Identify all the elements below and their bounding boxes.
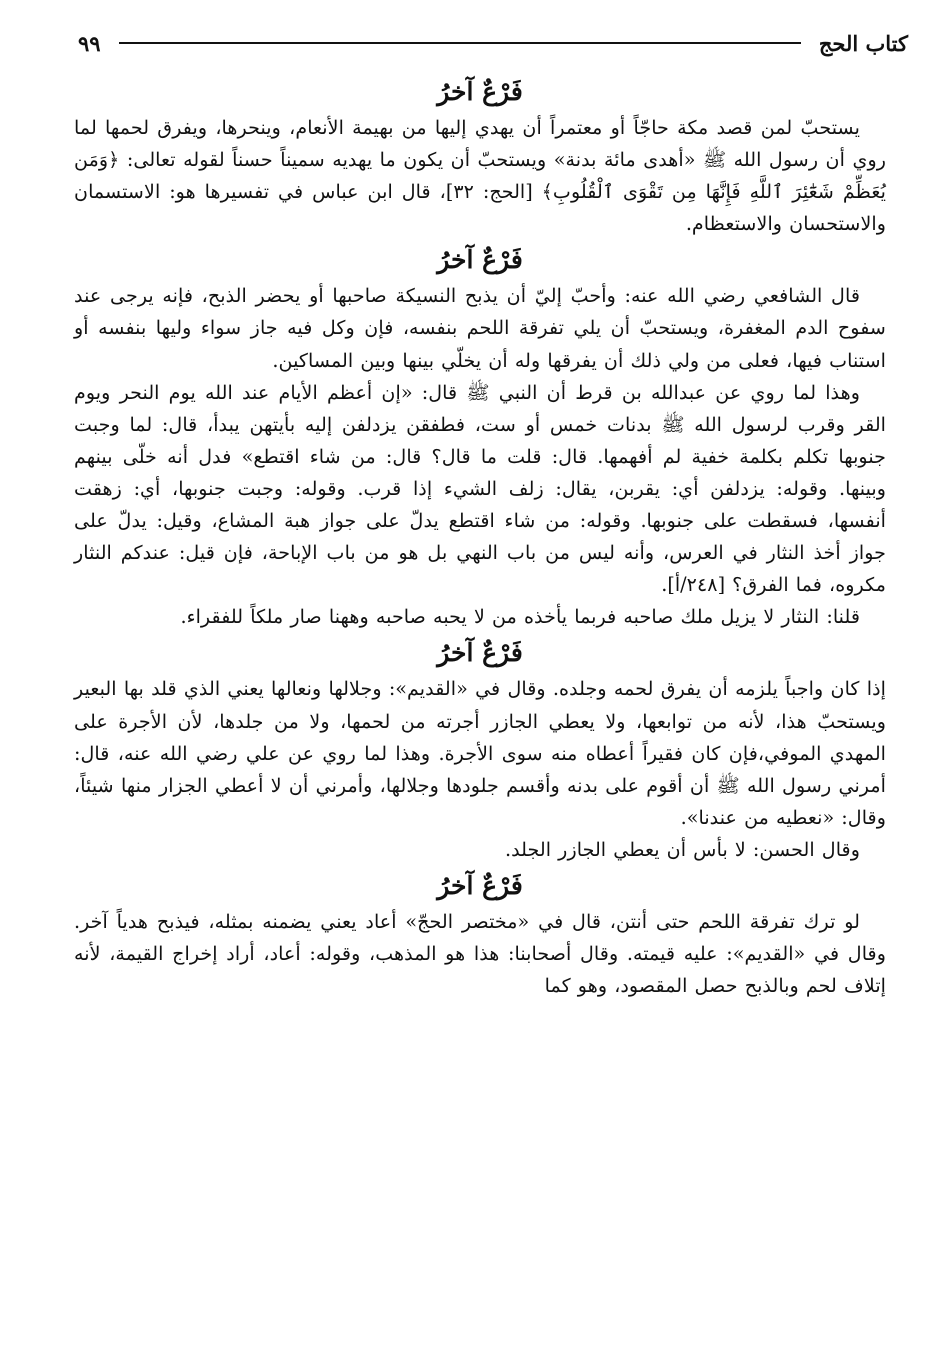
paragraph: قال الشافعي رضي الله عنه: وأحبّ إليّ أن يذبح النسيكة صاحبها أو يحضر الذبح، فإنه يرجى عند سفوح الدم المغفرة، ويستحبّ أن يلي تفرقة اللحم بنفسه، فإن وكل فيه جاز سواء وليها بنفسه أو استناب فيها، فعلى من ولي ذلك أن يفرقها وله أن يخلّي بينها وبين المساكين. [74,284,886,372]
running-title: كتاب الحج [818,30,908,56]
paragraph: لو ترك تفرقة اللحم حتى أنتن، قال في «مختصر الحجّ» أعاد يعني يضمنه بمثله، فيذبح هدياً آخر. وقال في «القديم»: عليه قيمته. وقال أصحابنا: هذا هو المذهب، وقوله: أعاد، أراد إخراج القيمة، لأنه إتلاف لحم وبالذبح حصل المقصود، وهو كما [74,909,886,998]
paragraph: إذا كان واجباً يلزمه أن يفرق لحمه وجلده. وقال في «القديم»: وجلالها ونعالها يعني الذي قلد بها البعير ويستحبّ هذا، لأنه من توابعها، ولا يعطي الجازر أجرته من لحمها، ولا من جلدها، لأن الأجرة على المهدي الموفي،فإن كان فقيراً أعطاه منه سوى الأجرة. وهذا لما روي عن علي رضي الله عنه، قال: أمرني رسول الله ﷺ أن أقوم على بدنه وأقسم جلودها وجلالها، وأمرني أن لا أعطي الجزار منها شيئاً، وقال: «نعطيه من عندنا». [74,677,886,829]
section-heading: فَرْعٌ آخرُ [437,77,523,106]
page-header [78,26,908,60]
page-body [74,72,886,1002]
paragraph: قلنا: النثار لا يزيل ملك صاحبه فربما يأخذه من لا يحبه صاحبه وههنا صار ملكاً للفقراء. [180,605,860,629]
paragraph: وهذا لما روي عن عبدالله بن قرط أن النبي ﷺ قال: «إن أعظم الأيام عند الله يوم النحر ويوم القر وقرب لرسول الله ﷺ بدنات خمس أو ست، فطفقن يزدلفن إليه بأيتهن يبدأ، قال: لما وجبت جنوبها تكلم بكلمة خفية لم أفهمها. قال: قلت ما قال؟ قال: من شاء اقتطع» فدل أنه خلّى بينهم وبينها. وقوله: يزدلفن أي: يقربن، يقال: زلف الشيء إذا قرب. وقوله: وجبت جنوبها، أي: زهقت أنفسها، فسقطت على جنوبها. وقوله: من شاء اقتطع يدلّ على جواز هبة المشاع، وقيل: يدلّ على جواز أخذ النثار في العرس، وأنه ليس من باب النهي بل هو من باب الإباحة، فإن قيل: عندكم النثار مكروه، فما الفرق؟ [٢٤٨/أ]. [74,380,886,597]
section-heading: فَرْعٌ آخرُ [437,638,523,668]
section-3 [74,633,886,866]
section-2 [74,240,886,633]
section-1 [74,72,886,240]
paragraph: وقال الحسن: لا بأس أن يعطي الجازر الجلد. [505,837,860,861]
section-4 [74,866,886,1002]
section-heading: فَرْعٌ آخرُ [437,245,523,275]
paragraph: يستحبّ لمن قصد مكة حاجّاً أو معتمراً أن يهدي إليها من بهيمة الأنعام، وينحرها، ويفرق لحمها لما روي أن رسول الله ﷺ «أهدى مائة بدنة» ويستحبّ أن يكون ما يهديه سميناً حسناً لقوله تعالى: ﴿وَمَن يُعَظِّمْ شَعَٰٓئِرَ ٱللَّهِ فَإِنَّهَا مِن تَقْوَى ٱلْقُلُوبِ﴾ [الحج: ٣٢]، قال ابن عباس في تفسيرها هو: الاستسمان والاستحسان والاستعظام. [74,116,886,236]
page-number: ٩٩ [78,30,101,56]
section-heading: فَرْعٌ آخرُ [437,870,523,900]
header-rule [119,42,801,44]
